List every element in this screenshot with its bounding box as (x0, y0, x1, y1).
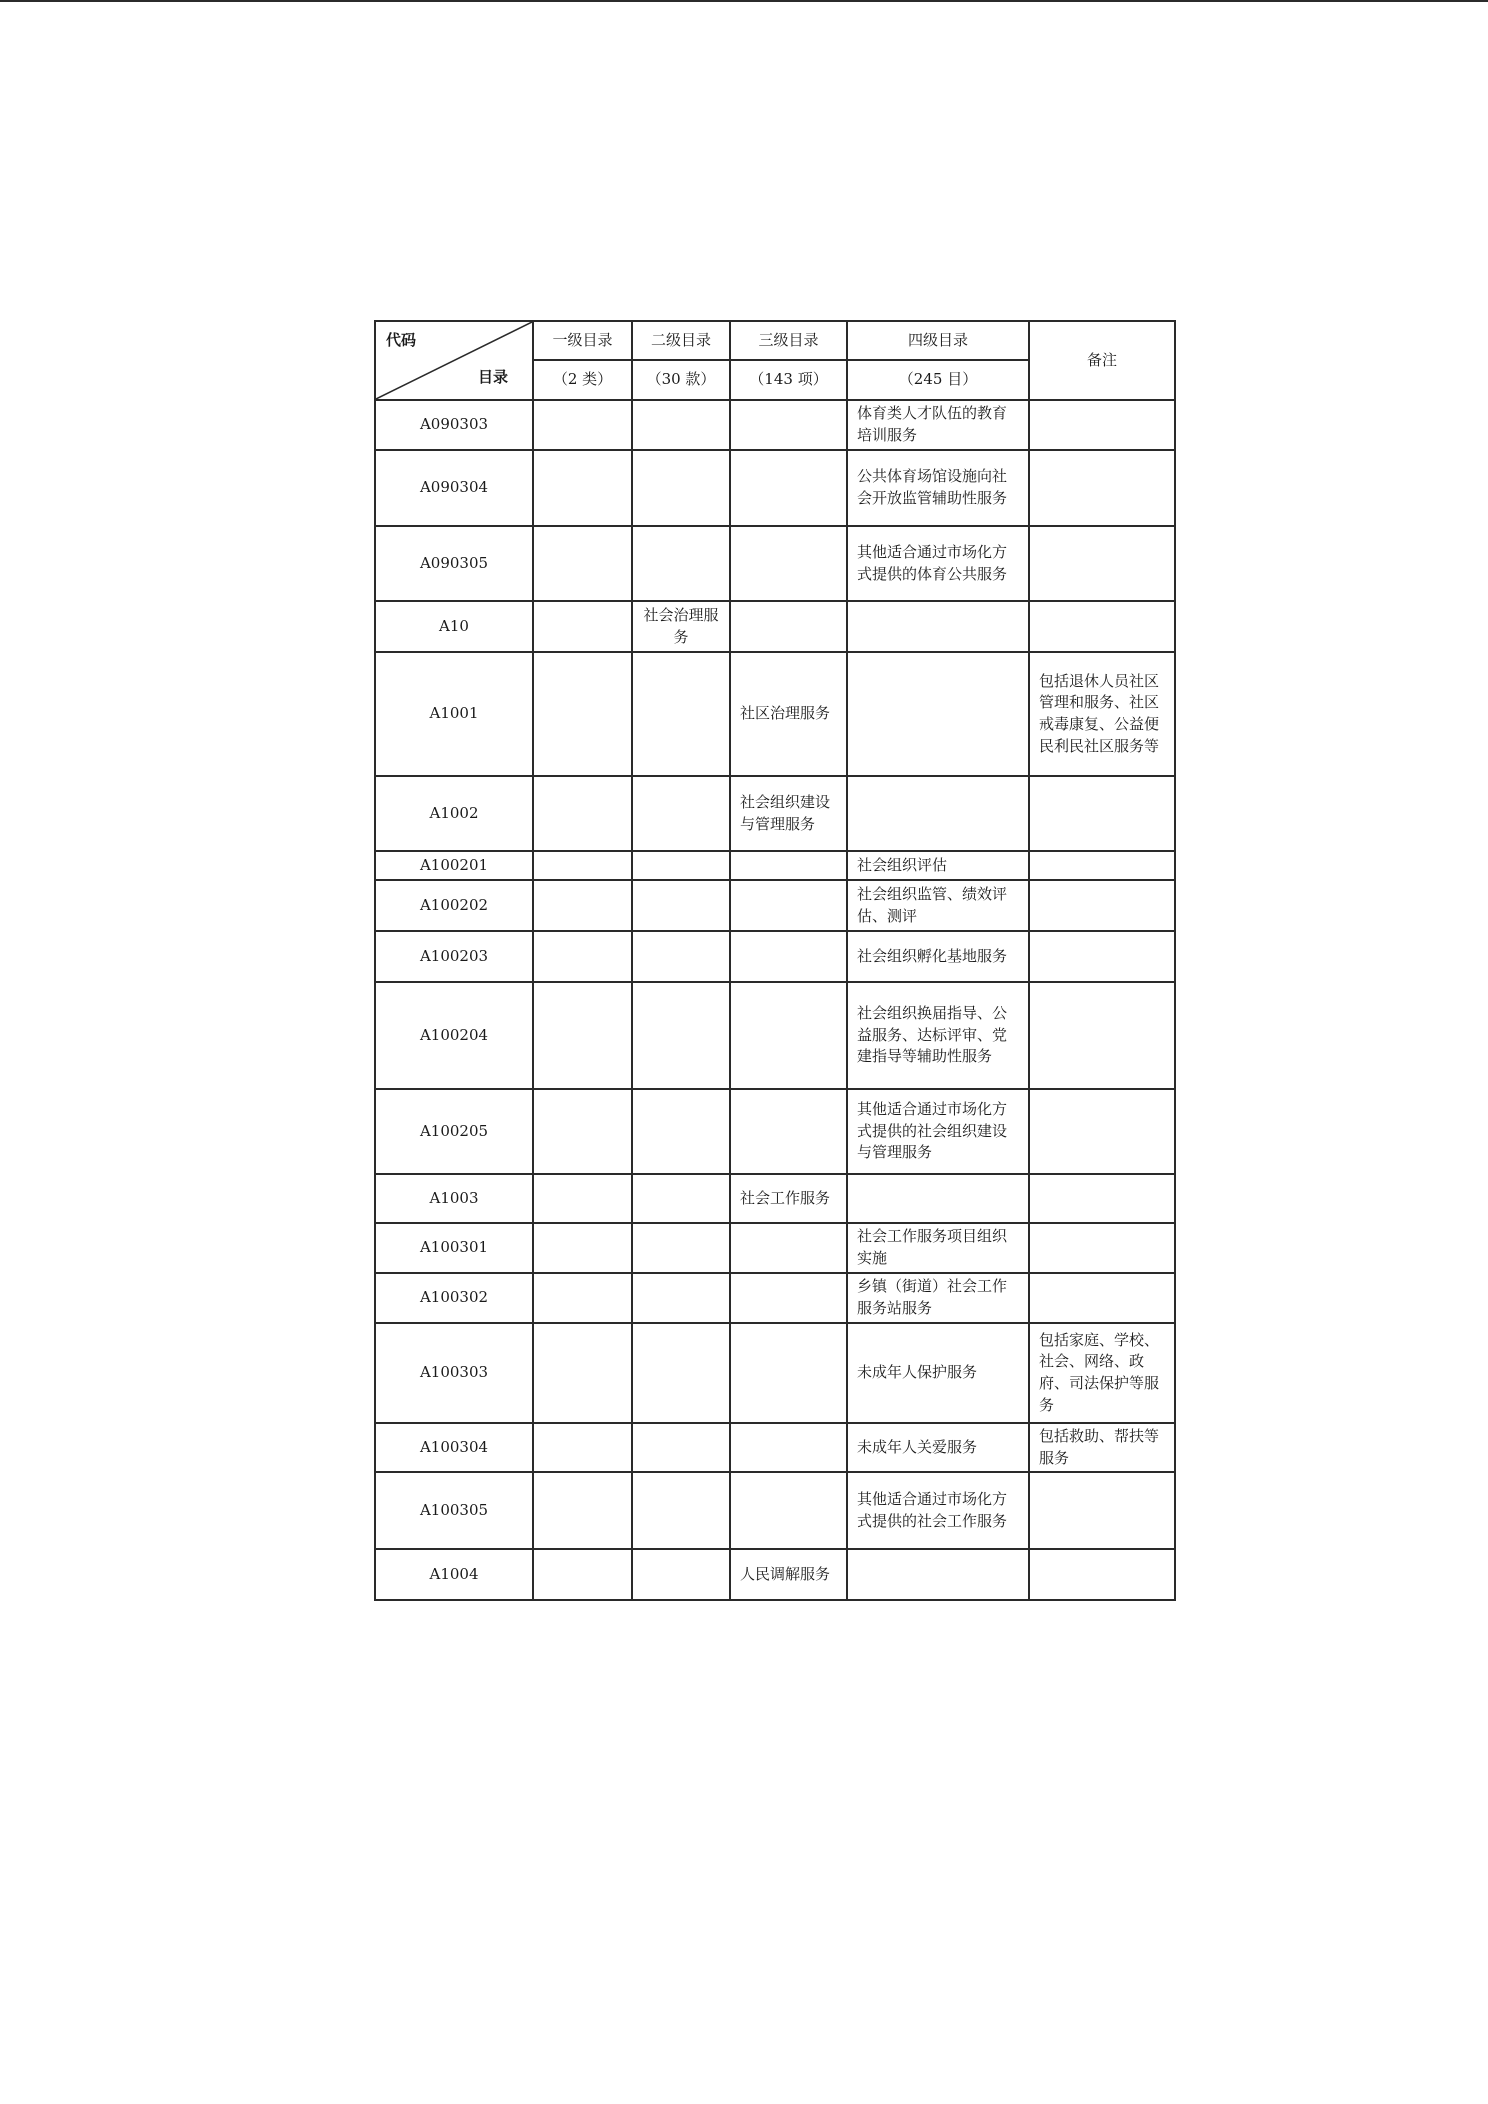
code-cell: A100301 (375, 1223, 533, 1273)
level3-cell: 人民调解服务 (730, 1549, 847, 1600)
level4-cell (847, 652, 1029, 776)
table-row (375, 1174, 1175, 1223)
level4-cell: 社会组织监管、绩效评估、测评 (847, 880, 1029, 931)
level3-cell: 社区治理服务 (730, 652, 847, 776)
table-row (375, 601, 1175, 652)
code-cell: A100202 (375, 880, 533, 931)
level1-cell (533, 1223, 632, 1273)
table-row (375, 1472, 1175, 1549)
notes-cell (1029, 1273, 1175, 1323)
level3-cell: 社会组织建设与管理服务 (730, 776, 847, 851)
level3-cell (730, 1273, 847, 1323)
notes-cell (1029, 601, 1175, 652)
service-catalog-table (374, 320, 1176, 1601)
table-row (375, 982, 1175, 1089)
level1-cell (533, 526, 632, 601)
level1-cell (533, 1423, 632, 1472)
code-cell: A090305 (375, 526, 533, 601)
level4-cell: 社会工作服务项目组织实施 (847, 1223, 1029, 1273)
col-count-level1: （2 类） (533, 360, 632, 400)
level3-cell (730, 526, 847, 601)
table-row (375, 776, 1175, 851)
col-header-level4: 四级目录 (847, 321, 1029, 360)
notes-cell (1029, 450, 1175, 526)
code-cell: A090303 (375, 400, 533, 450)
level1-cell (533, 1323, 632, 1423)
level3-cell (730, 1472, 847, 1549)
table-row (375, 1323, 1175, 1423)
notes-cell (1029, 880, 1175, 931)
level2-cell (632, 1472, 730, 1549)
level1-cell (533, 400, 632, 450)
level3-cell (730, 1423, 847, 1472)
level2-cell (632, 982, 730, 1089)
level1-cell (533, 1089, 632, 1174)
level4-cell: 体育类人才队伍的教育培训服务 (847, 400, 1029, 450)
level3-cell (730, 601, 847, 652)
notes-cell (1029, 1549, 1175, 1600)
level4-cell: 乡镇（街道）社会工作服务站服务 (847, 1273, 1029, 1323)
level2-cell (632, 776, 730, 851)
notes-cell (1029, 1223, 1175, 1273)
level2-cell (632, 931, 730, 982)
code-cell: A100201 (375, 851, 533, 880)
notes-cell (1029, 526, 1175, 601)
code-cell: A100205 (375, 1089, 533, 1174)
level4-cell: 社会组织评估 (847, 851, 1029, 880)
level1-cell (533, 1174, 632, 1223)
level1-cell (533, 851, 632, 880)
level2-cell (632, 400, 730, 450)
table-row (375, 1223, 1175, 1273)
corner-label-catalog: 目录 (477, 368, 508, 387)
code-cell: A1002 (375, 776, 533, 851)
col-header-notes: 备注 (1029, 321, 1175, 400)
level2-cell (632, 880, 730, 931)
level2-cell (632, 450, 730, 526)
level4-cell (847, 1174, 1029, 1223)
level3-cell (730, 450, 847, 526)
table-row (375, 1423, 1175, 1472)
table-row (375, 400, 1175, 450)
code-cell: A090304 (375, 450, 533, 526)
level3-cell: 社会工作服务 (730, 1174, 847, 1223)
notes-cell (1029, 1174, 1175, 1223)
level1-cell (533, 982, 632, 1089)
level1-cell (533, 1472, 632, 1549)
level4-cell: 其他适合通过市场化方式提供的社会工作服务 (847, 1472, 1029, 1549)
level3-cell (730, 931, 847, 982)
level4-cell: 其他适合通过市场化方式提供的体育公共服务 (847, 526, 1029, 601)
notes-cell: 包括退休人员社区管理和服务、社区戒毒康复、公益便民利民社区服务等 (1029, 652, 1175, 776)
notes-cell (1029, 776, 1175, 851)
level2-cell: 社会治理服务 (632, 601, 730, 652)
notes-cell: 包括家庭、学校、社会、网络、政府、司法保护等服务 (1029, 1323, 1175, 1423)
level3-cell (730, 1323, 847, 1423)
level1-cell (533, 450, 632, 526)
code-cell: A100204 (375, 982, 533, 1089)
table-row (375, 931, 1175, 982)
level1-cell (533, 1273, 632, 1323)
corner-label-code: 代码 (386, 331, 417, 349)
level4-cell (847, 601, 1029, 652)
level1-cell (533, 652, 632, 776)
notes-cell (1029, 1472, 1175, 1549)
level3-cell (730, 851, 847, 880)
corner-header-cell (375, 321, 533, 400)
level2-cell (632, 526, 730, 601)
level4-cell: 未成年人保护服务 (847, 1323, 1029, 1423)
level4-cell: 社会组织孵化基地服务 (847, 931, 1029, 982)
code-cell: A10 (375, 601, 533, 652)
code-cell: A100305 (375, 1472, 533, 1549)
table-row (375, 1549, 1175, 1600)
header-row-1 (375, 321, 1175, 360)
notes-cell: 包括救助、帮扶等服务 (1029, 1423, 1175, 1472)
level1-cell (533, 880, 632, 931)
level2-cell (632, 1549, 730, 1600)
col-header-level2: 二级目录 (632, 321, 730, 360)
level2-cell (632, 1223, 730, 1273)
level1-cell (533, 931, 632, 982)
level3-cell (730, 982, 847, 1089)
table-row (375, 450, 1175, 526)
col-count-level2: （30 款） (632, 360, 730, 400)
table-row (375, 880, 1175, 931)
notes-cell (1029, 982, 1175, 1089)
table-row (375, 1089, 1175, 1174)
level4-cell: 其他适合通过市场化方式提供的社会组织建设与管理服务 (847, 1089, 1029, 1174)
level2-cell (632, 1174, 730, 1223)
level2-cell (632, 1273, 730, 1323)
level4-cell (847, 1549, 1029, 1600)
col-header-level1: 一级目录 (533, 321, 632, 360)
col-count-level3: （143 项） (730, 360, 847, 400)
level4-cell: 公共体育场馆设施向社会开放监管辅助性服务 (847, 450, 1029, 526)
table-row (375, 1273, 1175, 1323)
level1-cell (533, 776, 632, 851)
col-header-level3: 三级目录 (730, 321, 847, 360)
code-cell: A100303 (375, 1323, 533, 1423)
level2-cell (632, 1089, 730, 1174)
level2-cell (632, 1423, 730, 1472)
level4-cell (847, 776, 1029, 851)
level4-cell: 未成年人关爱服务 (847, 1423, 1029, 1472)
code-cell: A1004 (375, 1549, 533, 1600)
level3-cell (730, 400, 847, 450)
code-cell: A1001 (375, 652, 533, 776)
notes-cell (1029, 851, 1175, 880)
level2-cell (632, 652, 730, 776)
code-cell: A1003 (375, 1174, 533, 1223)
level3-cell (730, 880, 847, 931)
level3-cell (730, 1089, 847, 1174)
code-cell: A100203 (375, 931, 533, 982)
table-row (375, 652, 1175, 776)
level1-cell (533, 1549, 632, 1600)
level2-cell (632, 851, 730, 880)
notes-cell (1029, 1089, 1175, 1174)
level2-cell (632, 1323, 730, 1423)
table-row (375, 526, 1175, 601)
level3-cell (730, 1223, 847, 1273)
notes-cell (1029, 400, 1175, 450)
level4-cell: 社会组织换届指导、公益服务、达标评审、党建指导等辅助性服务 (847, 982, 1029, 1089)
page-top-rule (0, 0, 1488, 2)
col-count-level4: （245 目） (847, 360, 1029, 400)
code-cell: A100302 (375, 1273, 533, 1323)
notes-cell (1029, 931, 1175, 982)
level1-cell (533, 601, 632, 652)
table-row (375, 851, 1175, 880)
code-cell: A100304 (375, 1423, 533, 1472)
